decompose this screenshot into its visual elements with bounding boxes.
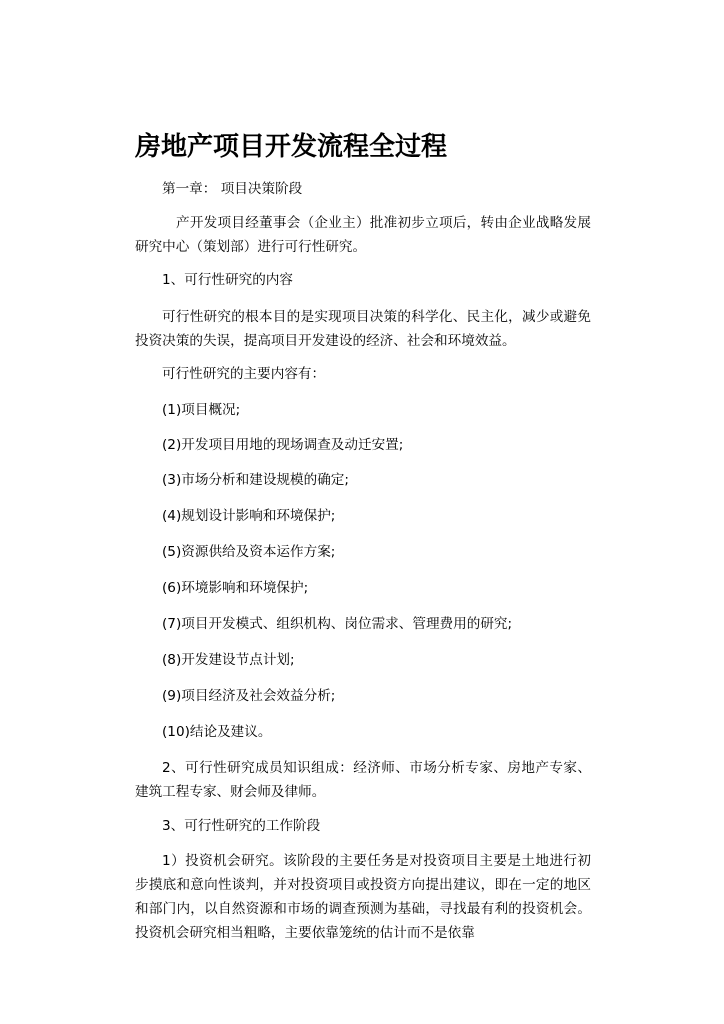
section1-heading: 1、可行性研究的内容 bbox=[162, 272, 293, 288]
intro-paragraph: 产开发项目经董事会（企业主）批准初步立项后，转由企业战略发展研究中心（策划部）进行可行性研究。 bbox=[135, 215, 591, 255]
section2-paragraph: 2、可行性研究成员知识组成：经济师、市场分析专家、房地产专家、建筑工程专家、财会师及律师。 bbox=[135, 760, 591, 800]
list-item: (7)项目开发模式、组织机构、岗位需求、管理费用的研究; bbox=[162, 616, 513, 632]
list-item: (10)结论及建议。 bbox=[162, 724, 272, 740]
list-item: (4)规划设计影响和环境保护; bbox=[162, 508, 336, 524]
main-content-heading: 可行性研究的主要内容有： bbox=[162, 366, 326, 382]
section3-heading: 3、可行性研究的工作阶段 bbox=[162, 818, 321, 834]
section3-body: 1）投资机会研究。该阶段的主要任务是对投资项目主要是土地进行初步摸底和意向性谈判，并对投资项目或投资方向提出建议，即在一定的地区和部门内，以自然资源和市场的调查预测为基础，寻找最有利的投资机会。投资机会研究相当粗略，主要依靠笼统的估计而不是依靠 bbox=[135, 853, 591, 941]
list-item: (3)市场分析和建设规模的确定; bbox=[162, 472, 349, 488]
list-item: (2)开发项目用地的现场调查及动迁安置; bbox=[162, 437, 404, 453]
section1-body: 可行性研究的根本目的是实现项目决策的科学化、民主化，减少或避免投资决策的失误，提高项目开发建设的经济、社会和环境效益。 bbox=[135, 309, 591, 349]
list-item: (8)开发建设节点计划; bbox=[162, 652, 295, 668]
list-item: (1)项目概况; bbox=[162, 402, 241, 418]
list-item: (6)环境影响和环境保护; bbox=[162, 580, 309, 596]
document-title: 房地产项目开发流程全过程 bbox=[135, 132, 448, 162]
list-item: (5)资源供给及资本运作方案; bbox=[162, 544, 336, 560]
chapter-heading: 第一章： 项目决策阶段 bbox=[162, 181, 303, 197]
list-item: (9)项目经济及社会效益分析; bbox=[162, 688, 336, 704]
